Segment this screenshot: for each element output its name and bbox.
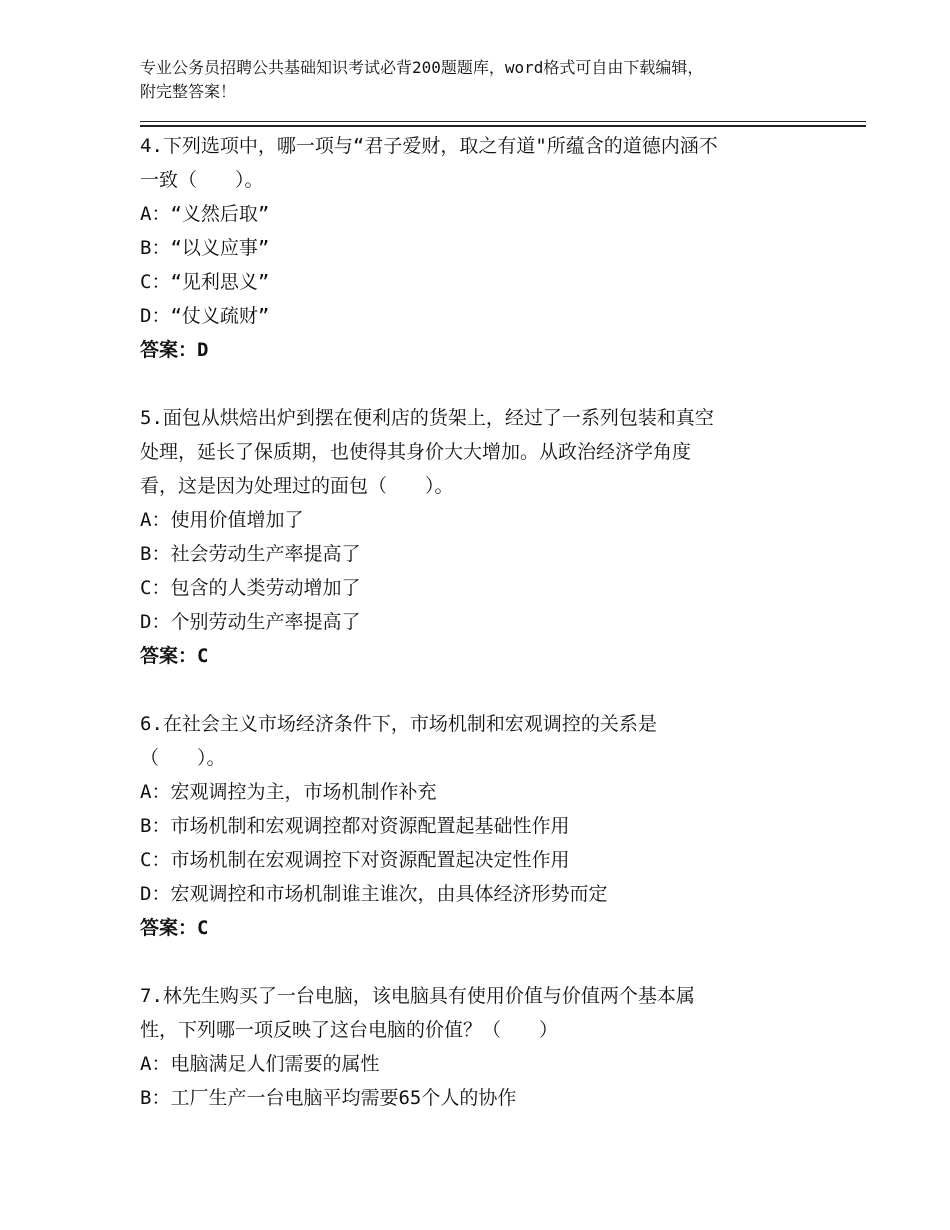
option-c: C：“见利思义” xyxy=(140,271,270,293)
stem-line: 5.面包从烘焙出炉到摆在便利店的货架上，经过了一系列包装和真空 xyxy=(140,407,714,429)
option-a: A：使用价值增加了 xyxy=(140,509,304,531)
question-7 xyxy=(140,979,840,1115)
header-line-1: 专业公务员招聘公共基础知识考试必背200题题库，word格式可自由下载编辑， xyxy=(140,58,704,77)
stem-line: 一致（ ）。 xyxy=(140,169,264,191)
question-stem xyxy=(140,129,840,197)
stem-line: 看，这是因为处理过的面包（ ）。 xyxy=(140,475,454,497)
option-d: D：宏观调控和市场机制谁主谁次，由具体经济形势而定 xyxy=(140,883,608,905)
question-4 xyxy=(140,129,840,367)
answer: 答案：C xyxy=(140,917,209,939)
header-divider-thin xyxy=(140,121,866,122)
stem-line: 6.在社会主义市场经济条件下，市场机制和宏观调控的关系是 xyxy=(140,713,657,735)
question-stem xyxy=(140,401,840,503)
question-6 xyxy=(140,707,840,945)
header-divider-thick xyxy=(140,125,866,127)
document-header xyxy=(140,56,840,104)
option-d: D：个别劳动生产率提高了 xyxy=(140,611,361,633)
question-list xyxy=(140,129,840,1115)
option-a: A：宏观调控为主，市场机制作补充 xyxy=(140,781,437,803)
question-stem xyxy=(140,707,840,775)
option-d: D：“仗义疏财” xyxy=(140,305,270,327)
question-stem xyxy=(140,979,840,1047)
option-a: A：电脑满足人们需要的属性 xyxy=(140,1053,380,1075)
option-a: A：“义然后取” xyxy=(140,203,270,225)
stem-line: 处理，延长了保质期，也使得其身价大大增加。从政治经济学角度 xyxy=(140,441,692,463)
option-c: C：市场机制在宏观调控下对资源配置起决定性作用 xyxy=(140,849,570,871)
option-b: B：工厂生产一台电脑平均需要65个人的协作 xyxy=(140,1087,517,1109)
header-line-2: 附完整答案！ xyxy=(140,82,237,101)
answer: 答案：D xyxy=(140,339,209,361)
option-b: B：市场机制和宏观调控都对资源配置起基础性作用 xyxy=(140,815,570,837)
option-c: C：包含的人类劳动增加了 xyxy=(140,577,361,599)
stem-line: （ ）。 xyxy=(140,747,226,769)
answer: 答案：C xyxy=(140,645,209,667)
stem-line: 4.下列选项中，哪一项与“君子爱财，取之有道"所蕴含的道德内涵不 xyxy=(140,135,718,157)
option-b: B：“以义应事” xyxy=(140,237,270,259)
option-b: B：社会劳动生产率提高了 xyxy=(140,543,361,565)
question-5 xyxy=(140,401,840,673)
stem-line: 7.林先生购买了一台电脑，该电脑具有使用价值与价值两个基本属 xyxy=(140,985,695,1007)
stem-line: 性，下列哪一项反映了这台电脑的价值？（ ） xyxy=(140,1019,559,1041)
